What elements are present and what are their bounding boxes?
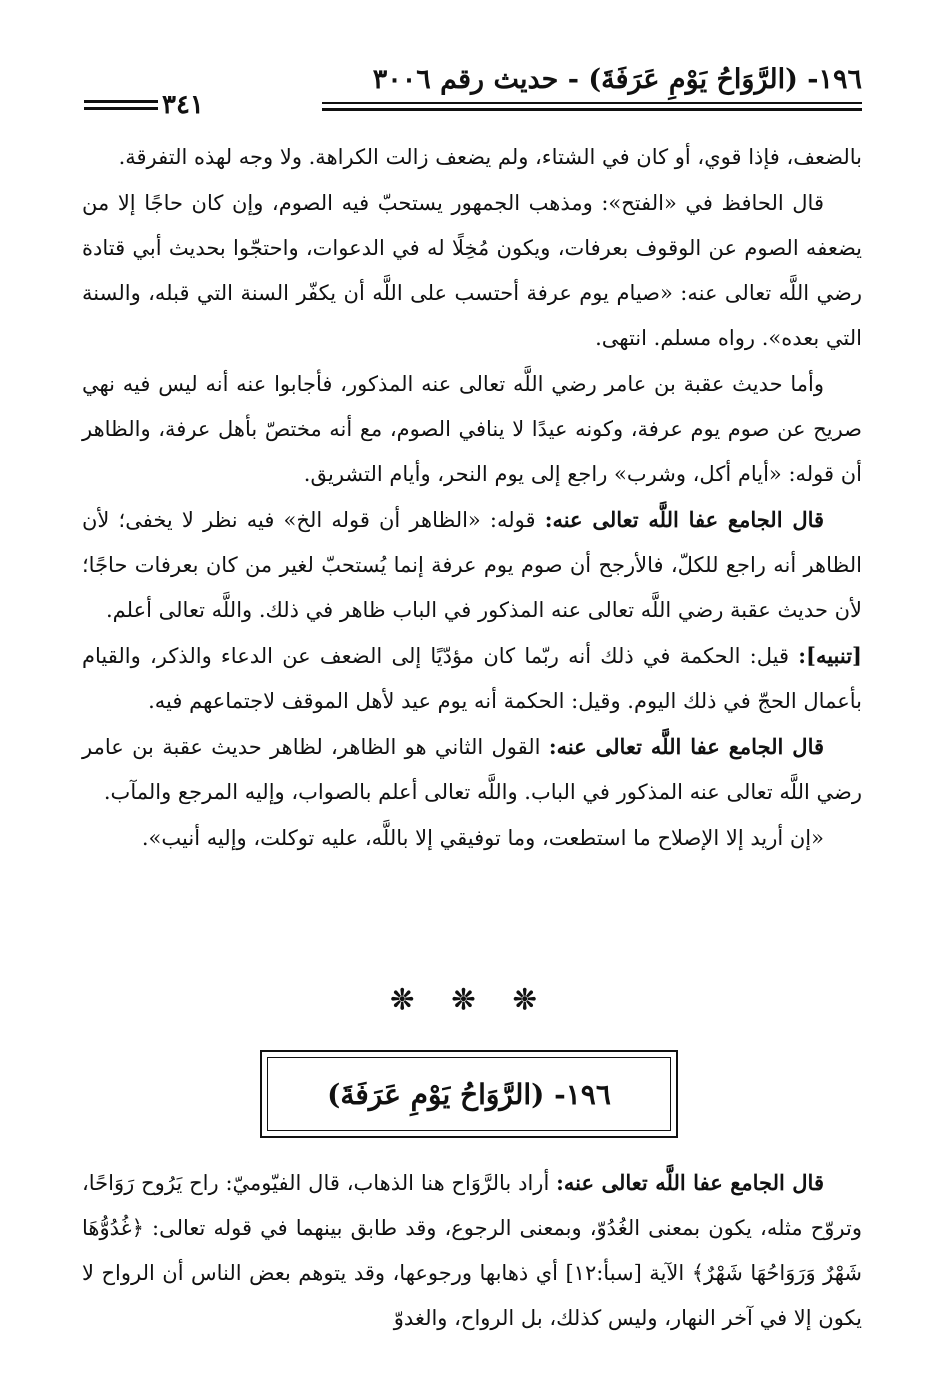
paragraph-text: أراد بالرَّوَاح هنا الذهاب، قال الفيّوميّ: راح يَرُوح رَوَاحًا، وتروّح مثله، يكون بمعنى الغُدُوّ، وبمعنى الرجوع، وقد طابق بينهما في قوله تعالى: ﴿غُدُوُّهَا شَهْرٌ وَرَوَاحُهَا شَهْرٌ﴾ الآية [سبأ:١٢] أي ذهابها ورجوعها، وقد يتوهم بعض الناس أن الرواح لا يكون إلا في آخر النهار، وليس كذلك، بل الرواح، والغدوّ <box>82 1171 863 1330</box>
header-title: ١٩٦- (الرَّوَاحُ يَوْمِ عَرَفَةَ) - حديث رقم ٣٠٠٦ <box>372 64 862 95</box>
paragraph-lead: [تنبيه]: <box>798 643 862 668</box>
paragraph <box>82 633 862 724</box>
header-rule <box>322 102 862 104</box>
paragraph-text: «إن أريد إلا الإصلاح ما استطعت، وما توفيقي إلا باللَّه، عليه توكلت، وإليه أنيب». <box>141 826 824 850</box>
paragraph-text: بالضعف، فإذا قوي، أو كان في الشتاء، ولم يضعف زالت الكراهة. ولا وجه لهذه التفرقة. <box>118 145 862 169</box>
paragraph <box>82 361 862 497</box>
chapter-text <box>82 1160 862 1341</box>
main-text <box>82 134 862 861</box>
header-left-rules <box>84 100 158 114</box>
left-rule-1 <box>84 100 158 103</box>
header-rule-thick <box>322 108 862 111</box>
paragraph <box>82 815 862 861</box>
chapter-heading-box <box>260 1050 678 1138</box>
paragraph-lead: قال الجامع عفا اللَّه تعالى عنه: <box>548 734 825 759</box>
paragraph <box>82 724 862 815</box>
paragraph-text: القول الثاني هو الظاهر، لظاهر حديث عقبة بن عامر رضي اللَّه تعالى عنه المذكور في الباب. واللَّه تعالى أعلم بالصواب، وإليه المرجع والمآب. <box>82 735 862 804</box>
left-rule-2 <box>84 107 158 110</box>
page-number: ٣٤١ <box>162 90 204 120</box>
paragraph <box>82 1160 862 1341</box>
paragraph <box>82 497 862 633</box>
paragraph-text: قيل: الحكمة في ذلك أنه ربّما كان مؤدّيًا إلى الضعف عن الدعاء والذكر، والقيام بأعمال الحجّ في ذلك اليوم. وقيل: الحكمة أنه يوم عيد لأهل الموقف لاجتماعهم فيه. <box>82 644 862 713</box>
paragraph <box>82 180 862 361</box>
paragraph <box>82 134 862 180</box>
paragraph-text: قوله: «الظاهر أن قوله الخ» فيه نظر لا يخفى؛ لأن الظاهر أنه راجع للكلّ، فالأرجح أن صوم يوم عرفة إنما يُستحبّ لغير من كان بعرفات حاجًا؛ لأن حديث عقبة رضي اللَّه تعالى عنه المذكور في الباب ظاهر في ذلك. واللَّه تعالى أعلم. <box>82 508 862 622</box>
chapter-heading: ١٩٦- (الرَّوَاحُ يَوْمِ عَرَفَةَ) <box>267 1057 671 1131</box>
paragraph-lead: قال الجامع عفا اللَّه تعالى عنه: <box>556 1170 824 1195</box>
section-separator: ❊ ❊ ❊ <box>390 983 551 1016</box>
running-header <box>84 62 862 122</box>
paragraph-text: وأما حديث عقبة بن عامر رضي اللَّه تعالى عنه المذكور، فأجابوا عنه أنه ليس فيه نهي صريح عن صوم يوم عرفة، وكونه عيدًا لا ينافي الصوم، مع أنه مختصّ بأهل عرفة، والظاهر أن قوله: «أيام أكل، وشرب» راجع إلى يوم النحر، وأيام التشريق. <box>82 372 862 486</box>
paragraph-text: قال الحافظ في «الفتح»: ومذهب الجمهور يستحبّ فيه الصوم، وإن كان حاجًا إلا من يضعفه الصوم عن الوقوف بعرفات، ويكون مُخِلًا له في الدعوات، واحتجّوا بحديث أبي قتادة رضي اللَّه تعالى عنه: «صيام يوم عرفة أحتسب على اللَّه أن يكفّر السنة التي قبله، والسنة التي بعده». رواه مسلم. انتهى. <box>82 191 862 350</box>
paragraph-lead: قال الجامع عفا اللَّه تعالى عنه: <box>544 507 825 532</box>
